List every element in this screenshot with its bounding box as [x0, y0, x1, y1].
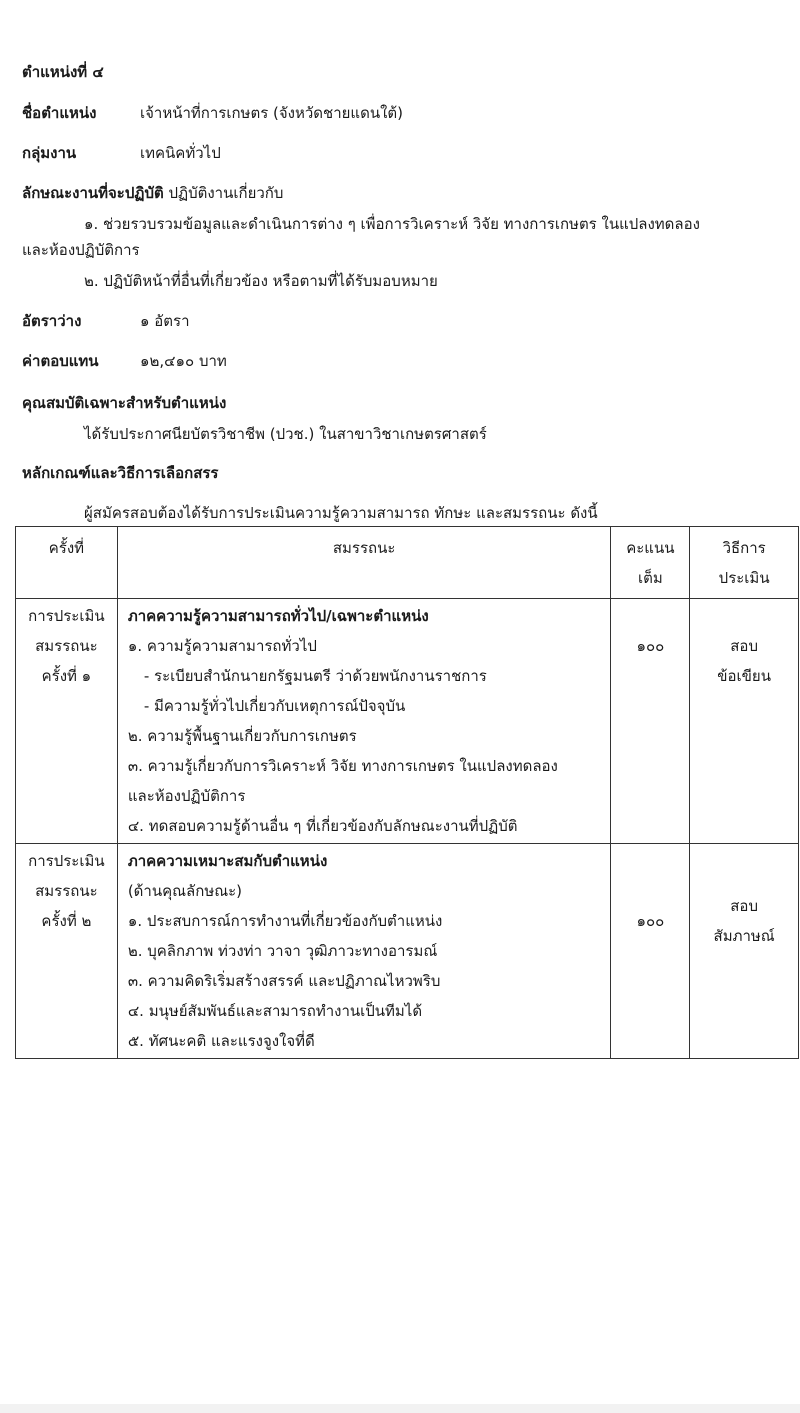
row2-item: ๓. ความคิดริเริ่มสร้างสรรค์ และปฏิภาณไหวพริบ: [127, 972, 441, 990]
row2-title: ภาคความเหมาะสมกับตำแหน่ง: [127, 852, 328, 870]
position-heading: ตำแหน่งที่ ๔: [22, 63, 104, 81]
salary-value: ๑๒,๔๑๐ บาท: [140, 352, 227, 370]
row1-round-line: สมรรถนะ: [35, 637, 98, 655]
header-method: [690, 527, 799, 599]
row2-item: ๔. มนุษย์สัมพันธ์และสามารถทำงานเป็นทีมได้: [127, 1002, 423, 1020]
row1-method-line: ข้อเขียน: [717, 667, 771, 685]
header-score-line2: เต็ม: [637, 569, 663, 587]
duties-intro: ปฏิบัติงานเกี่ยวกับ: [163, 184, 284, 202]
row1-round: [16, 599, 118, 844]
row1-item: และห้องปฏิบัติการ: [127, 787, 246, 805]
row1-round-line: การประเมิน: [28, 607, 105, 625]
header-round: [16, 527, 118, 599]
row2-item: ๑. ประสบการณ์การทำงานที่เกี่ยวข้องกับตำแหน่ง: [127, 912, 443, 930]
row1-title: ภาคความรู้ความสามารถทั่วไป/เฉพาะตำแหน่ง: [127, 607, 429, 625]
row2-round-line: สมรรถนะ: [35, 882, 98, 900]
row1-item: ๑. ความรู้ความสามารถทั่วไป: [127, 637, 317, 655]
row1-item: ๒. ความรู้พื้นฐานเกี่ยวกับการเกษตร: [127, 727, 357, 745]
header-score: [611, 527, 690, 599]
duty-item-1-cont: และห้องปฏิบัติการ: [22, 241, 140, 259]
vacancy-value: ๑ อัตรา: [140, 312, 190, 330]
selection-heading: หลักเกณฑ์และวิธีการเลือกสรร: [22, 464, 219, 482]
row2-item: (ด้านคุณลักษณะ): [127, 882, 243, 900]
row2-method: [690, 844, 799, 1059]
row1-item: ๓. ความรู้เกี่ยวกับการวิเคราะห์ วิจัย ทางการเกษตร ในแปลงทดลอง: [127, 757, 558, 775]
salary-row: [22, 351, 227, 371]
row2-item: ๕. ทัศนะคติ และแรงจูงใจที่ดี: [127, 1032, 315, 1050]
work-group-value: เทคนิคทั่วไป: [140, 144, 221, 162]
header-competency: [117, 527, 611, 599]
header-score-line1: คะแนน: [626, 539, 675, 557]
row2-round-line: ครั้งที่ ๒: [41, 912, 92, 930]
salary-label: ค่าตอบแทน: [22, 352, 99, 370]
vacancy-label: อัตราว่าง: [22, 312, 82, 330]
position-name-row: [22, 103, 403, 123]
table-row: [16, 599, 799, 844]
row1-item: ๔. ทดสอบความรู้ด้านอื่น ๆ ที่เกี่ยวข้องกับลักษณะงานที่ปฏิบัติ: [127, 817, 518, 835]
row2-competency: [117, 844, 611, 1059]
row2-score-value: ๑๐๐: [636, 912, 665, 930]
row2-round-line: การประเมิน: [28, 852, 105, 870]
table-header-row: [16, 527, 799, 599]
duty-item-1: ๑. ช่วยรวบรวมข้อมูลและดำเนินการต่าง ๆ เพื่อการวิเคราะห์ วิจัย ทางการเกษตร ในแปลงทดลอง: [84, 215, 700, 233]
row1-competency: [117, 599, 611, 844]
work-group-label: กลุ่มงาน: [22, 144, 77, 162]
vacancy-row: [22, 311, 190, 331]
header-method-line2: ประเมิน: [718, 569, 770, 587]
duties-heading: ลักษณะงานที่จะปฏิบัติ: [22, 184, 164, 202]
criteria-table: [15, 526, 799, 1059]
row1-score-value: ๑๐๐: [636, 637, 665, 655]
duty-item-2: ๒. ปฏิบัติหน้าที่อื่นที่เกี่ยวข้อง หรือตามที่ได้รับมอบหมาย: [84, 272, 438, 290]
selection-intro: ผู้สมัครสอบต้องได้รับการประเมินความรู้ความสามารถ ทักษะ และสมรรถนะ ดังนี้: [84, 504, 598, 522]
duties-heading-row: [22, 183, 283, 203]
row1-method: [690, 599, 799, 844]
row1-item: - มีความรู้ทั่วไปเกี่ยวกับเหตุการณ์ปัจจุบัน: [143, 697, 406, 715]
page-bottom-edge: [0, 1404, 800, 1413]
position-name-label: ชื่อตำแหน่ง: [22, 104, 97, 122]
row2-score: [611, 844, 690, 1059]
row2-method-line: สอบ: [730, 897, 758, 915]
header-round-label: ครั้งที่: [48, 539, 85, 557]
table-row: [16, 844, 799, 1059]
row1-round-line: ครั้งที่ ๑: [41, 667, 92, 685]
row2-item: ๒. บุคลิกภาพ ท่วงท่า วาจา วุฒิภาวะทางอารมณ์: [127, 942, 438, 960]
position-name-value: เจ้าหน้าที่การเกษตร (จังหวัดชายแดนใต้): [140, 104, 404, 122]
qualification-heading: คุณสมบัติเฉพาะสำหรับตำแหน่ง: [22, 394, 227, 412]
row1-item: - ระเบียบสำนักนายกรัฐมนตรี ว่าด้วยพนักงานราชการ: [143, 667, 487, 685]
qualification-text: ได้รับประกาศนียบัตรวิชาชีพ (ปวช.) ในสาขาวิชาเกษตรศาสตร์: [84, 425, 487, 443]
row1-method-line: สอบ: [730, 637, 758, 655]
row1-score: [611, 599, 690, 844]
row2-round: [16, 844, 118, 1059]
header-competency-label: สมรรถนะ: [332, 539, 396, 557]
header-method-line1: วิธีการ: [722, 539, 766, 557]
row2-method-line: สัมภาษณ์: [713, 927, 775, 945]
work-group-row: [22, 143, 221, 163]
